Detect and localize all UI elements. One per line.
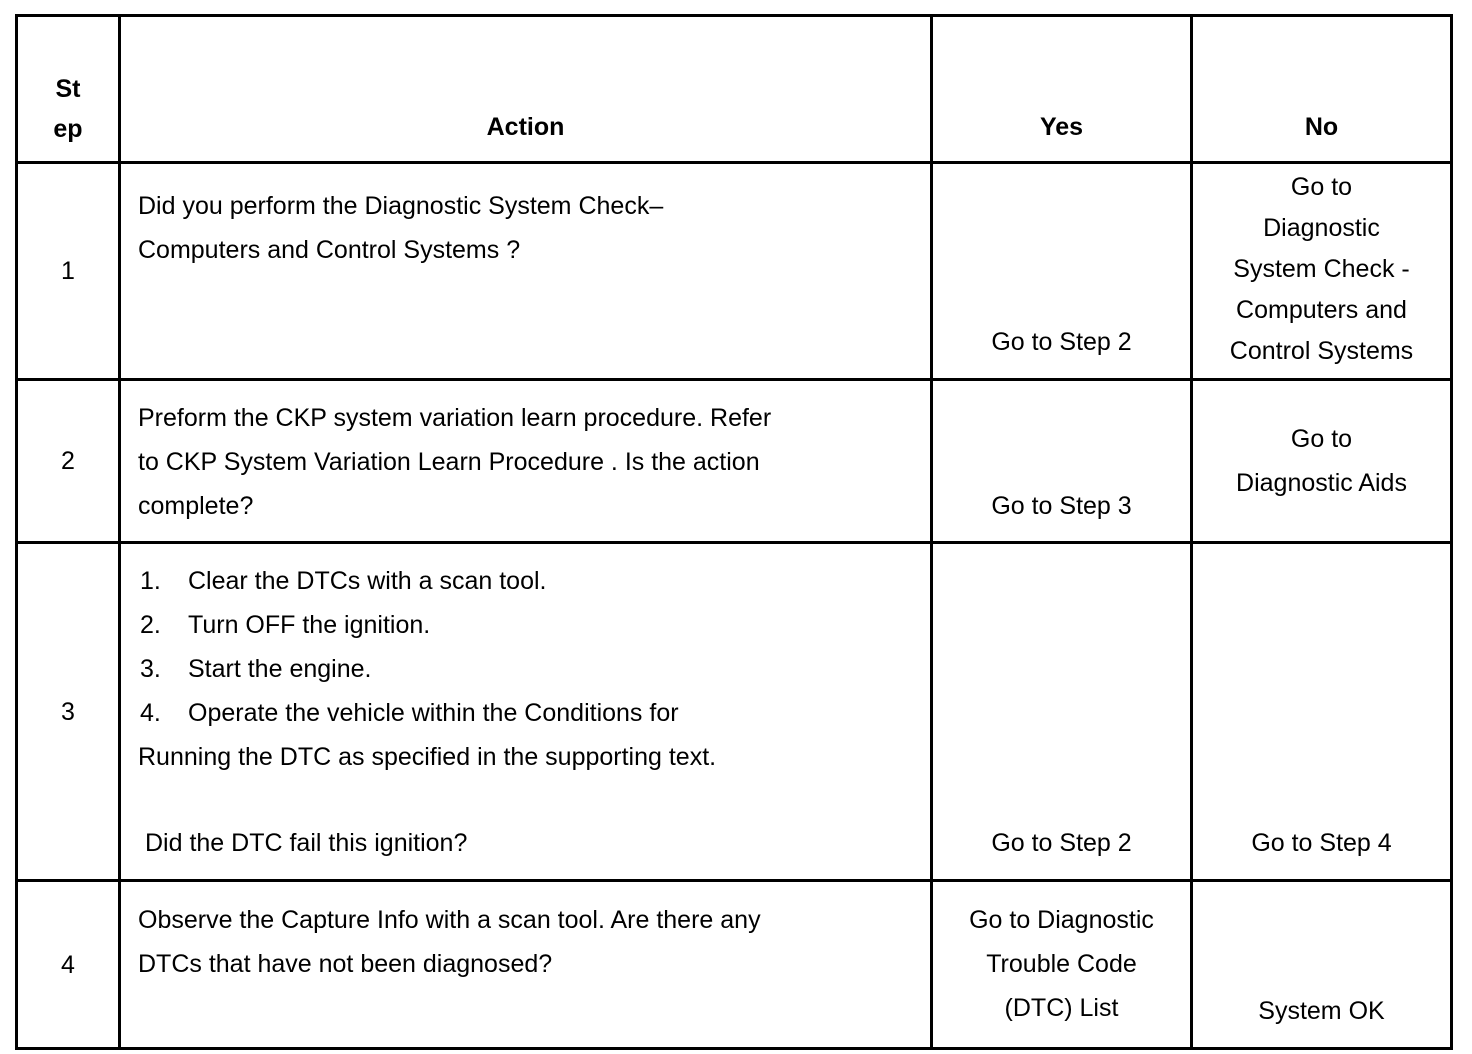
- list-text: Start the engine.: [188, 655, 372, 683]
- no-line: System Check -: [1233, 255, 1410, 283]
- action-line: Computers and Control Systems ?: [138, 236, 521, 264]
- yes-line: Go to Diagnostic: [969, 906, 1154, 934]
- no-line: Diagnostic: [1263, 214, 1380, 242]
- list-text: Clear the DTCs with a scan tool.: [188, 567, 547, 595]
- no-line: Control Systems: [1229, 337, 1414, 365]
- yes-cell: Go to Step 2: [932, 163, 1192, 380]
- no-cell: [1192, 163, 1452, 380]
- no-cell: [1192, 380, 1452, 543]
- action-cell: [120, 163, 932, 380]
- list-item: [138, 691, 930, 735]
- action-cell: [120, 380, 932, 543]
- list-number: 1.: [140, 567, 161, 595]
- yes-line: (DTC) List: [1004, 994, 1119, 1022]
- diagnostic-table: [15, 14, 1453, 1050]
- step-number: 2: [17, 380, 120, 543]
- header-action: Action: [120, 16, 932, 163]
- header-step-line-2: ep: [53, 115, 83, 143]
- no-line: Go to: [1290, 425, 1353, 453]
- list-number: 4.: [140, 699, 161, 727]
- list-item: [138, 647, 930, 691]
- header-step: [17, 16, 120, 163]
- no-cell: Go to Step 4: [1192, 543, 1452, 881]
- yes-line: Trouble Code: [986, 950, 1137, 978]
- step-number: 4: [17, 881, 120, 1049]
- step-number: 1: [17, 163, 120, 380]
- action-line: complete?: [138, 492, 254, 520]
- action-cell: [120, 543, 932, 881]
- yes-cell: Go to Step 2: [932, 543, 1192, 881]
- action-line: DTCs that have not been diagnosed?: [138, 950, 553, 978]
- table-row: [17, 380, 1452, 543]
- action-line: to CKP System Variation Learn Procedure . Is the action: [138, 448, 760, 476]
- no-cell: System OK: [1192, 881, 1452, 1049]
- list-text: Operate the vehicle within the Conditions for: [188, 699, 679, 727]
- table-row: [17, 881, 1452, 1049]
- yes-cell: [932, 881, 1192, 1049]
- table-header-row: [17, 16, 1452, 163]
- action-line: Did you perform the Diagnostic System Check–: [138, 192, 664, 220]
- yes-cell: Go to Step 3: [932, 380, 1192, 543]
- step-number: 3: [17, 543, 120, 881]
- action-cell: [120, 881, 932, 1049]
- header-step-line-1: St: [55, 75, 81, 103]
- list-number: 3.: [140, 655, 161, 683]
- list-item: [138, 559, 930, 603]
- list-text: Turn OFF the ignition.: [188, 611, 431, 639]
- list-continuation: Running the DTC as specified in the supporting text.: [138, 743, 717, 771]
- no-line: Diagnostic Aids: [1236, 469, 1407, 497]
- table-row: [17, 543, 1452, 881]
- list-number: 2.: [140, 611, 161, 639]
- list-item: [138, 603, 930, 647]
- spacer: [138, 779, 930, 821]
- no-line: Computers and: [1236, 296, 1407, 324]
- action-question: Did the DTC fail this ignition?: [145, 829, 468, 857]
- action-line: Preform the CKP system variation learn procedure. Refer: [138, 404, 772, 432]
- header-no: No: [1192, 16, 1452, 163]
- header-yes: Yes: [932, 16, 1192, 163]
- no-line: Go to: [1290, 173, 1353, 201]
- table-row: [17, 163, 1452, 380]
- action-line: Observe the Capture Info with a scan tool. Are there any: [138, 906, 761, 934]
